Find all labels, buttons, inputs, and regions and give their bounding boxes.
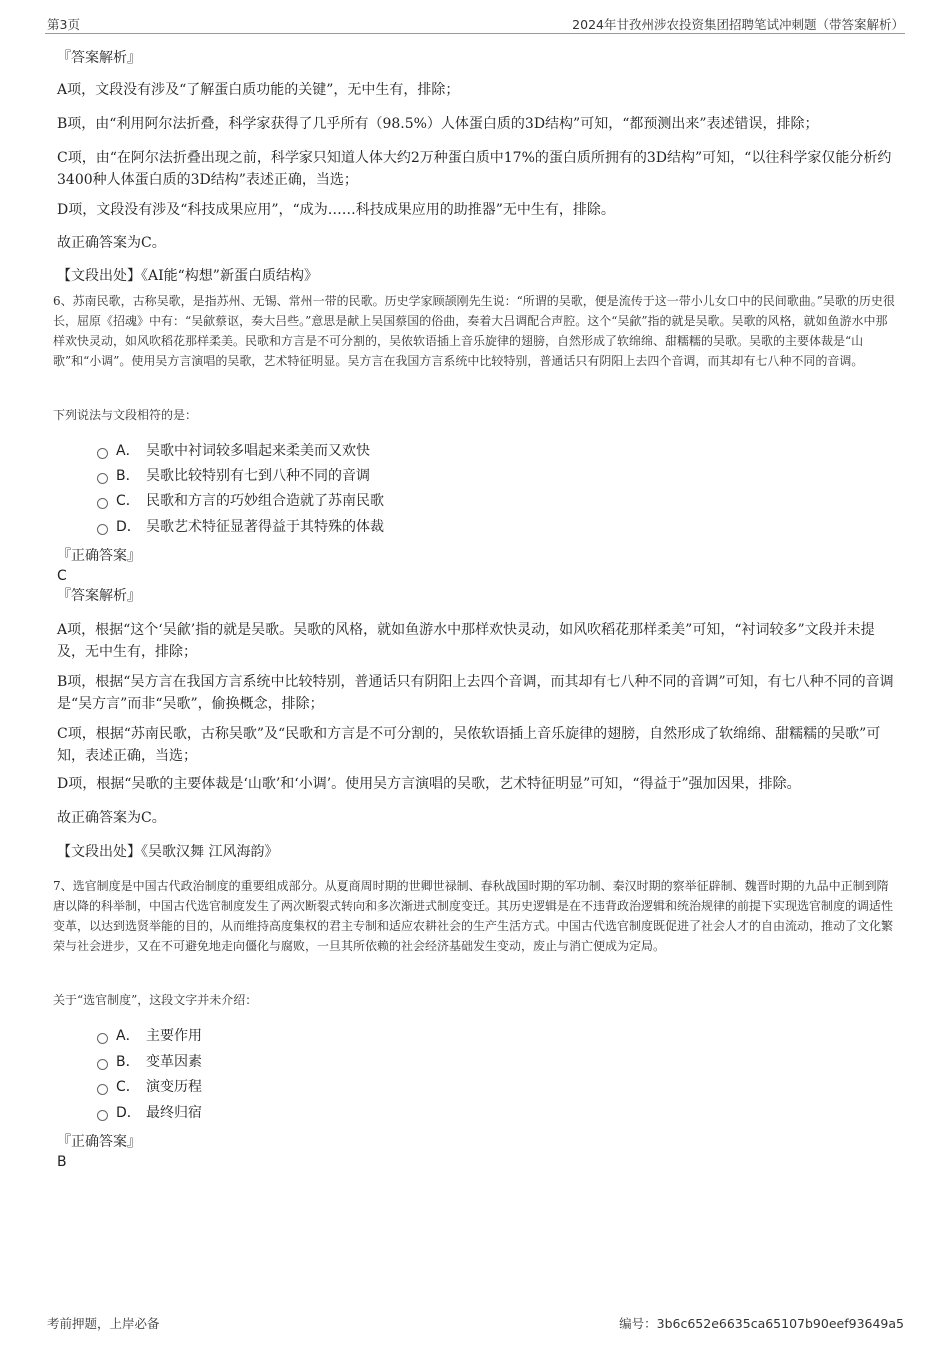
option-text: 吴歌艺术特征显著得益于其特殊的体裁 bbox=[146, 519, 384, 535]
passage-source: 【文段出处】《AI能“构想”新蛋白质结构》 bbox=[57, 268, 318, 284]
option-a[interactable] bbox=[97, 1026, 202, 1046]
analysis-conclusion: 故正确答案为C。 bbox=[57, 235, 166, 251]
answer-label: 『正确答案』 bbox=[57, 1134, 141, 1150]
analysis-conclusion: 故正确答案为C。 bbox=[57, 810, 166, 826]
question-prompt: 关于“选官制度”，这段文字并未介绍： bbox=[53, 993, 258, 1007]
option-letter: D． bbox=[116, 519, 141, 535]
analysis-option-c: C项，由“在阿尔法折叠出现之前，科学家只知道人体大约2万种蛋白质中17%的蛋白质所拥有的3D结构”可知，“以往科学家仅能分析约3400种人体蛋白质的3D结构”表述正确，当选； bbox=[57, 150, 892, 188]
radio-icon[interactable] bbox=[97, 498, 108, 509]
option-text: 最终归宿 bbox=[146, 1105, 202, 1121]
option-text: 吴歌中衬词较多唱起来柔美而又欢快 bbox=[146, 443, 370, 459]
analysis-label: 『答案解析』 bbox=[57, 588, 141, 604]
option-letter: A． bbox=[116, 1028, 140, 1044]
option-letter: B． bbox=[116, 1054, 140, 1070]
option-a[interactable] bbox=[97, 441, 370, 461]
option-letter: C． bbox=[116, 493, 140, 509]
radio-icon[interactable] bbox=[97, 524, 108, 535]
analysis-option-c: C项，根据“苏南民歌，古称吴歌”及“民歌和方言是不可分割的，吴侬软语插上音乐旋律的翅膀，自然形成了软绵绵、甜糯糯的吴歌”可知，表述正确，当选； bbox=[57, 726, 881, 764]
option-b[interactable] bbox=[97, 466, 370, 486]
option-text: 演变历程 bbox=[146, 1079, 202, 1095]
analysis-option-b: B项，由“利用阿尔法折叠，科学家获得了几乎所有（98.5%）人体蛋白质的3D结构”可知，“都预测出来”表述错误，排除； bbox=[57, 116, 819, 132]
option-d[interactable] bbox=[97, 517, 384, 537]
answer-value: C bbox=[57, 568, 67, 584]
question-prompt: 下列说法与文段相符的是： bbox=[53, 408, 198, 422]
answer-value: B bbox=[57, 1154, 67, 1170]
option-c[interactable] bbox=[97, 1077, 202, 1097]
radio-icon[interactable] bbox=[97, 1059, 108, 1070]
option-c[interactable] bbox=[97, 491, 384, 511]
analysis-option-d: D项，根据“吴歌的主要体裁是‘山歌’和‘小调’。使用吴方言演唱的吴歌，艺术特征明显”可知，“得益于”强加因果，排除。 bbox=[57, 776, 801, 792]
page-number: 第3页 bbox=[47, 17, 80, 32]
answer-label: 『正确答案』 bbox=[57, 548, 141, 564]
analysis-option-d: D项，文段没有涉及“科技成果应用”，“成为……科技成果应用的助推器”无中生有，排除。 bbox=[57, 202, 615, 218]
option-text: 吴歌比较特别有七到八种不同的音调 bbox=[146, 468, 370, 484]
radio-icon[interactable] bbox=[97, 1084, 108, 1095]
option-d[interactable] bbox=[97, 1103, 202, 1123]
footer-code-value: 3b6c652e6635ca65107b90eef93649a5 bbox=[656, 1316, 904, 1331]
analysis-option-a: A项，根据“这个‘吴歈’指的就是吴歌。吴歌的风格，就如鱼游水中那样欢快灵动，如风吹稻花那样柔美”可知，“衬词较多”文段并未提及，无中生有，排除； bbox=[57, 622, 875, 660]
option-letter: D． bbox=[116, 1105, 141, 1121]
passage-source: 【文段出处】《吴歌汉舞 江风海韵》 bbox=[57, 844, 279, 860]
question-passage: 7、选官制度是中国古代政治制度的重要组成部分。从夏商周时期的世卿世禄制、春秋战国时期的军功制、秦汉时期的察举征辟制、魏晋时期的九品中正制到隋唐以降的科举制，中国古代选官制度发生了两次断裂式转向和多次渐进式制度变迁。其历史逻辑是在不违背政治逻辑和统治规律的前提下实现选官制度的调适性变革，以达到选贤举能的目的，从而维持高度集权的君主专制和适应农耕社会的生产生活方式。中国古代选官制度既促进了社会人才的自由流动，推动了文化繁荣与社会进步，又在不可避免地走向僵化与腐败，一旦其所依赖的社会经济基础发生变动，废止与消亡便成为定局。 bbox=[53, 879, 894, 953]
radio-icon[interactable] bbox=[97, 1033, 108, 1044]
footer-code-label: 编号： bbox=[619, 1316, 657, 1331]
option-letter: A． bbox=[116, 443, 140, 459]
radio-icon[interactable] bbox=[97, 1110, 108, 1121]
option-text: 变革因素 bbox=[146, 1054, 202, 1070]
radio-icon[interactable] bbox=[97, 473, 108, 484]
footer-slogan: 考前押题，上岸必备 bbox=[47, 1316, 160, 1331]
option-letter: B． bbox=[116, 468, 140, 484]
analysis-label: 『答案解析』 bbox=[57, 50, 141, 66]
question-passage: 6、苏南民歌，古称吴歌，是指苏州、无锡、常州一带的民歌。历史学家顾颉刚先生说：“所谓的吴歌，便是流传于这一带小儿女口中的民间歌曲。”吴歌的历史很长，屈原《招魂》中有：“吴歈蔡讴，奏大吕些。”意思是献上吴国蔡国的俗曲，奏着大吕调配合声腔。这个“吴歈”指的就是吴歌。吴歌的风格，就如鱼游水中那样欢快灵动，如风吹稻花那样柔美。民歌和方言是不可分割的，吴侬软语插上音乐旋律的翅膀，自然形成了软绵绵、甜糯糯的吴歌。吴歌的主要体裁是“山歌”和“小调”。使用吴方言演唱的吴歌，艺术特征明显。吴方言在我国方言系统中比较特别，普通话只有阴阳上去四个音调，而其却有七八种不同的音调。 bbox=[53, 294, 895, 368]
option-text: 主要作用 bbox=[146, 1028, 202, 1044]
option-letter: C． bbox=[116, 1079, 140, 1095]
analysis-option-a: A项，文段没有涉及“了解蛋白质功能的关键”，无中生有，排除； bbox=[57, 82, 460, 98]
header-divider bbox=[45, 33, 905, 34]
footer-code bbox=[619, 1314, 904, 1332]
analysis-option-b: B项，根据“吴方言在我国方言系统中比较特别，普通话只有阴阳上去四个音调，而其却有七八种不同的音调”可知，有七八种不同的音调是“吴方言”而非“吴歌”，偷换概念，排除； bbox=[57, 674, 894, 712]
document-title: 2024年甘孜州涉农投资集团招聘笔试冲刺题（带答案解析） bbox=[572, 17, 904, 32]
option-b[interactable] bbox=[97, 1052, 202, 1072]
option-text: 民歌和方言的巧妙组合造就了苏南民歌 bbox=[146, 493, 384, 509]
radio-icon[interactable] bbox=[97, 448, 108, 459]
